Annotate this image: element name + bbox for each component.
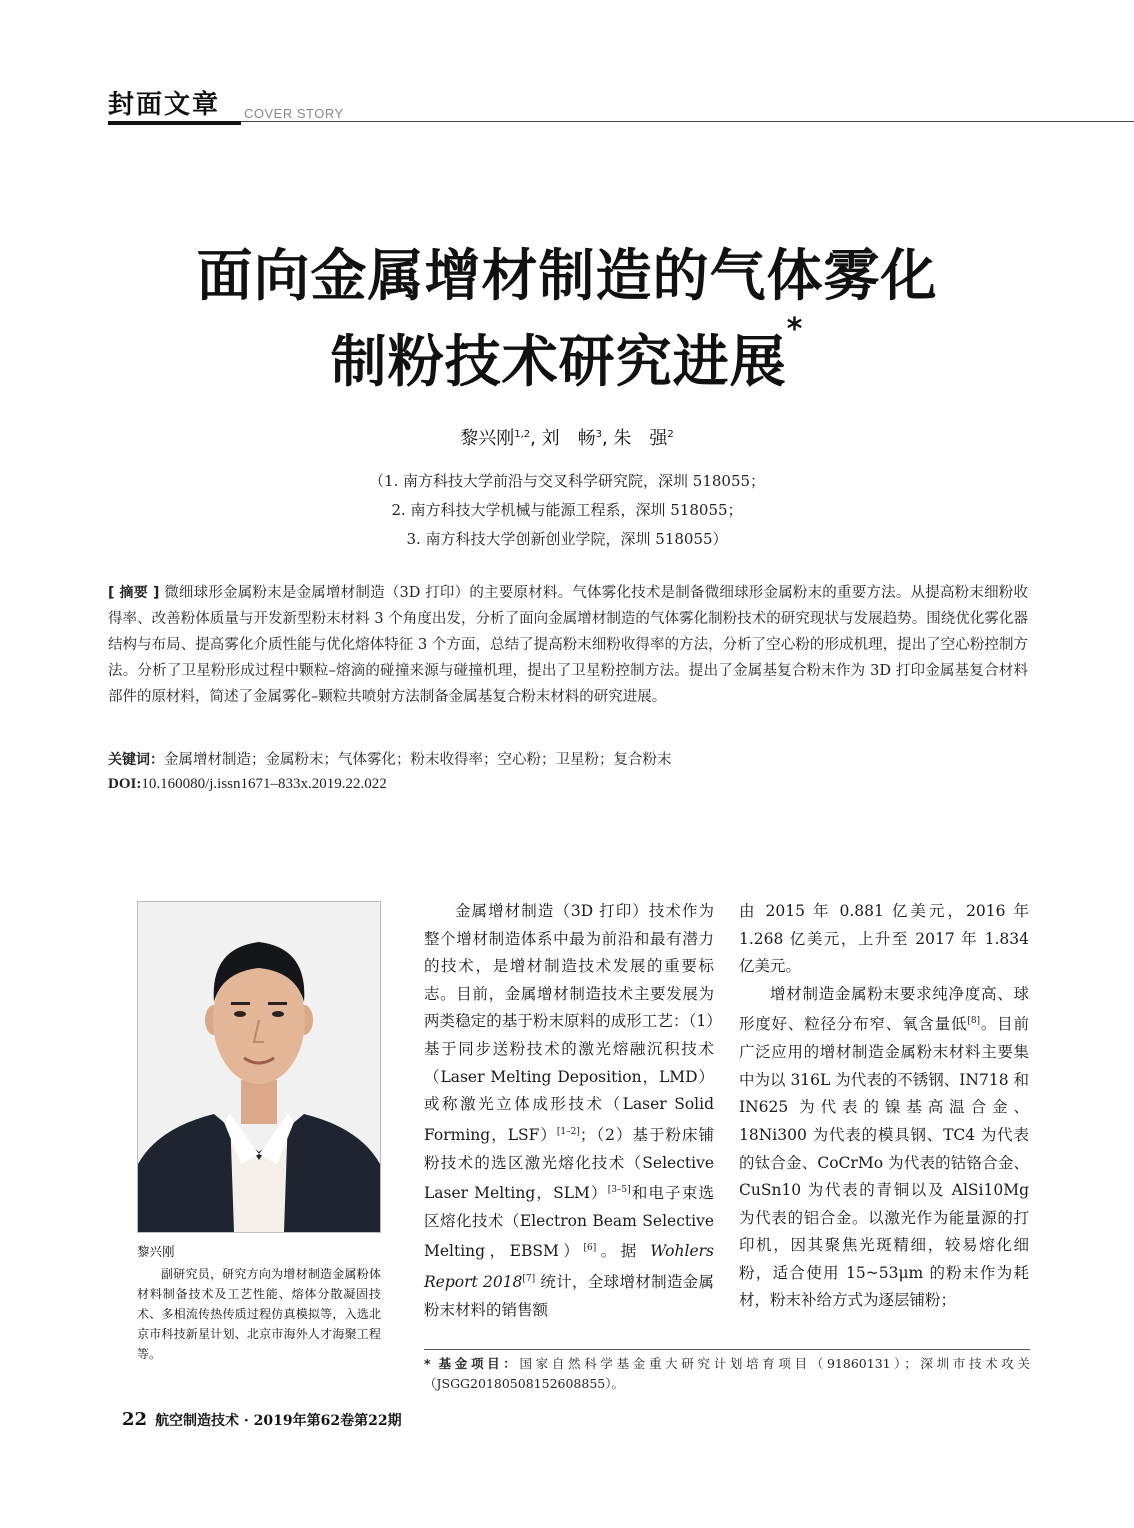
- citation-ref: [1–2]: [556, 1126, 580, 1137]
- citation-ref: [6]: [583, 1243, 597, 1254]
- author-affiliation-mark: 2: [667, 429, 674, 440]
- header-rule-thin: [241, 121, 1134, 122]
- author-name: 刘 畅: [541, 428, 596, 449]
- footnote-rule: [424, 1349, 1030, 1350]
- keywords-text: 金属增材制造；金属粉末；气体雾化；粉末收得率；空心粉；卫星粉；复合粉末: [164, 752, 672, 768]
- doi-line: [108, 776, 387, 793]
- body-paragraph: 由 2015 年 0.881 亿美元，2016 年 1.268 亿美元，上升至 2017 年 1.834 亿美元。: [739, 902, 1029, 976]
- footnote-text: 国家自然科学基金重大研究计划培育项目（91860131）；深圳市技术攻关（JSGG20180508152608855）。: [424, 1356, 1031, 1391]
- footnote-label: * 基金项目：: [424, 1356, 520, 1371]
- funding-footnote: [424, 1354, 1030, 1394]
- doi-label: DOI:: [108, 776, 142, 792]
- citation-ref: [3–5]: [607, 1185, 631, 1196]
- author-photo: [137, 901, 381, 1233]
- affiliation-line: 3. 南方科技大学创新创业学院，深圳 518055）: [406, 530, 728, 548]
- citation-ref: [8]: [967, 1016, 981, 1027]
- keywords-label: 关键词：: [108, 752, 164, 768]
- section-title: 封面文章: [108, 90, 221, 120]
- affiliation-line: （1. 南方科技大学前沿与交叉科学研究院，深圳 518055；: [368, 472, 766, 490]
- section-subtitle: COVER STORY: [244, 106, 344, 121]
- author-name: 朱 强: [613, 428, 668, 449]
- article-title-line-2: 制粉技术研究进展*: [330, 312, 804, 395]
- header-rule-thick: [108, 121, 241, 125]
- title-footnote-mark: *: [786, 312, 804, 347]
- page-number: 22: [122, 1409, 148, 1430]
- body-column-right: [739, 898, 1029, 1315]
- author-name: 黎兴刚: [460, 428, 515, 449]
- report-title: Wohlers Report 2018: [424, 1242, 714, 1292]
- author-affiliation-mark: 1,2: [514, 429, 531, 440]
- body-paragraph: 增材制造金属粉末要求纯净度高、球形度好、粒径分布窄、氧含量低[8]。目前广泛应用的增材制造金属粉末材料主要集中为以 316L 为代表的不锈钢、IN718 和 IN625 为代表的镍基高温合金、18Ni300 为代表的模具钢、TC4 为代表的钛合金、CoCrMo 为代表的钴铬合金、CuSn10 为代表的青铜以及 AlSi10Mg 为代表的铝合金。以激光作为能量源的打印机，因其聚焦光斑精细，较易熔化细粉，适合使用 15~53μm 的粉末作为耗材，粉末补给方式为逐层铺粉；: [739, 984, 1029, 1310]
- citation-ref: [7]: [522, 1274, 536, 1285]
- abstract-block: [108, 580, 1028, 710]
- affiliation-line: 2. 南方科技大学机械与能源工程系，深圳 518055；: [391, 501, 743, 519]
- body-column-middle: 金属增材制造（3D 打印）技术作为整个增材制造体系中最为前沿和最有潜力的技术，是增材制造技术发展的重要标志。目前，金属增材制造技术主要发展为两类稳定的基于粉末原料的成形工艺：（1）基于同步送粉技术的激光熔融沉积技术（Laser Melting Deposition，LMD）或称激光立体成形技术（Laser Solid Forming，LSF）[1–2]；（2）基于粉床铺粉技术的选区激光熔化技术（Selective Laser Melting，SLM）[3–5]和电子束选区熔化技术（Electron Beam Selective Melting，EBSM）[6]。据 Wohlers Report 2018[7] 统计，全球增材制造金属粉末材料的销售额: [424, 902, 714, 1319]
- journal-info: 航空制造技术 · 2019年第62卷第22期: [155, 1413, 402, 1429]
- author-list: 黎兴刚$^{1,2}$, 刘 畅$^3$, 朱 强$^2$: [460, 428, 674, 449]
- abstract-text: 微细球形金属粉末是金属增材制造（3D 打印）的主要原材料。气体雾化技术是制备微细球形金属粉末的重要方法。从提高粉末细粉收得率、改善粉体质量与开发新型粉末材料 3 个角度出发，分析了面向金属增材制造的气体雾化制粉技术的研究现状与发展趋势。围绕优化雾化器结构与布局、提高雾化介质性能与优化熔体特征 3 个方面，总结了提高粉末细粉收得率的方法，分析了空心粉的形成机理，提出了空心粉控制方法。分析了卫星粉形成过程中颗粒–熔滴的碰撞来源与碰撞机理，提出了卫星粉控制方法。提出了金属基复合粉末作为 3D 打印金属基复合材料部件的原材料，简述了金属雾化–颗粒共喷射方法制备金属基复合粉末材料的研究进展。: [108, 585, 1029, 705]
- author-bio-text: 副研究员，研究方向为增材制造金属粉体材料制备技术及工艺性能、熔体分散凝固技术、多相流传热传质过程仿真模拟等，入选北京市科技新星计划、北京市海外人才海聚工程等。: [137, 1267, 381, 1361]
- doi-value: 10.160080/j.issn1671–833x.2019.22.022: [141, 776, 387, 792]
- author-bio-name: 黎兴刚: [137, 1244, 175, 1259]
- keywords-line: [108, 748, 1028, 769]
- author-portrait-image: [138, 902, 380, 1232]
- article-title-line-1: 面向金属增材制造的气体雾化: [196, 244, 938, 309]
- page-footer: [122, 1409, 402, 1430]
- author-affiliation-mark: 3: [595, 429, 602, 440]
- abstract-label: [ 摘要 ]: [108, 585, 160, 601]
